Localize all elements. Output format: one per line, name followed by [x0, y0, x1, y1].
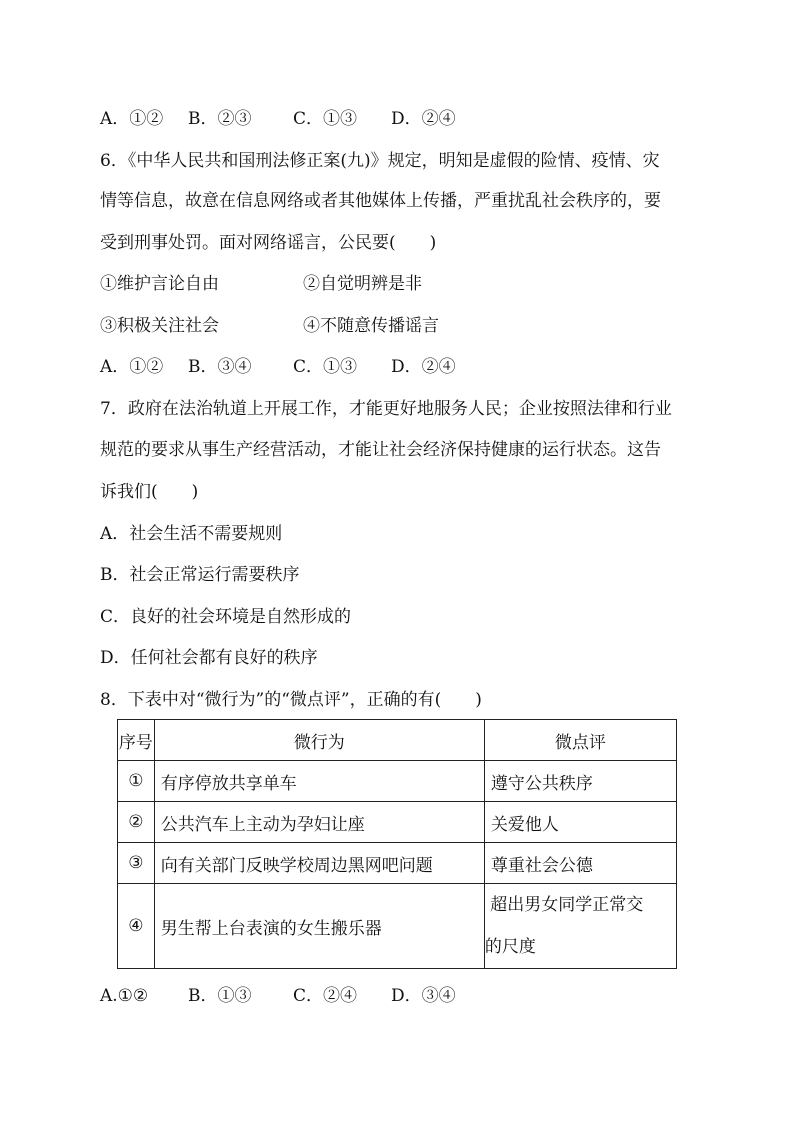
- q6-statement-3: ③积极关注社会: [100, 316, 219, 336]
- q6-option-a[interactable]: A．①②: [100, 357, 164, 377]
- q7-option-a[interactable]: A．社会生活不需要规则: [100, 524, 283, 544]
- table-row: [118, 802, 677, 843]
- row-number: ③: [118, 843, 155, 884]
- row-number: ①: [118, 761, 155, 802]
- q7-stem-line-1: 7．政府在法治轨道上开展工作，才能更好地服务人民；企业按照法律和行业: [100, 399, 672, 419]
- q6-option-b[interactable]: B．③④: [188, 357, 252, 377]
- q6-option-c[interactable]: C．①③: [293, 357, 358, 377]
- row-number: ②: [118, 802, 155, 843]
- q7-option-b[interactable]: B．社会正常运行需要秩序: [100, 565, 300, 585]
- q8-option-b[interactable]: B．①③: [188, 986, 252, 1006]
- q6-stem-line-1: 6．《中华人民共和国刑法修正案(九)》规定，明知是虚假的险情、疫情、灾: [100, 151, 660, 171]
- q6-statement-4: ④不随意传播谣言: [303, 316, 439, 336]
- table-row: [118, 761, 677, 802]
- q5-option-d[interactable]: D．②④: [391, 109, 456, 129]
- q8-options: [100, 985, 456, 1007]
- q6-option-d[interactable]: D．②④: [391, 357, 456, 377]
- q8-option-c[interactable]: C．②④: [293, 986, 358, 1006]
- q6-statement-1: ①维护言论自由: [100, 274, 219, 294]
- q7-stem-line-3: 诉我们( ): [100, 482, 199, 502]
- q8-stem: 8．下表中对“微行为”的“微点评”，正确的有( ): [100, 690, 482, 710]
- q5-option-c[interactable]: C．①③: [293, 109, 358, 129]
- q8-option-a[interactable]: A.①②: [100, 986, 149, 1006]
- row-behavior: 向有关部门反映学校周边黑网吧问题: [154, 843, 484, 884]
- q5-option-a[interactable]: A．①②: [100, 109, 164, 129]
- q6-options: [100, 356, 456, 378]
- q8-option-d[interactable]: D．③④: [391, 986, 456, 1006]
- row-behavior: 有序停放共享单车: [154, 761, 484, 802]
- table-row: [118, 884, 677, 969]
- table-row: [118, 843, 677, 884]
- q6-statements-row-1: [100, 273, 422, 295]
- row-behavior: 公共汽车上主动为孕妇让座: [154, 802, 484, 843]
- q6-stem-line-3: 受到刑事处罚。面对网络谣言，公民要( ): [100, 233, 437, 253]
- q5-options: [100, 108, 456, 130]
- row-comment: [484, 884, 676, 969]
- row-behavior: 男生帮上台表演的女生搬乐器: [154, 884, 484, 969]
- q6-statements-row-2: [100, 315, 439, 337]
- q6-stem-line-2: 情等信息，故意在信息网络或者其他媒体上传播，严重扰乱社会秩序的，要: [100, 191, 661, 211]
- q5-option-b[interactable]: B．②③: [188, 109, 252, 129]
- header-behavior: 微行为: [154, 720, 484, 761]
- header-number: 序号: [118, 720, 155, 761]
- q7-stem-line-2: 规范的要求从事生产经营活动，才能让社会经济保持健康的运行状态。这告: [100, 440, 661, 460]
- q7-option-c[interactable]: C．良好的社会环境是自然形成的: [100, 607, 352, 627]
- header-comment: 微点评: [484, 720, 676, 761]
- row-comment: 尊重社会公德: [484, 843, 676, 884]
- q7-option-d[interactable]: D．任何社会都有良好的秩序: [100, 648, 318, 668]
- q6-statement-2: ②自觉明辨是非: [303, 274, 422, 294]
- q8-table: [117, 719, 677, 969]
- row-comment: 遵守公共秩序: [484, 761, 676, 802]
- row-comment: 关爱他人: [484, 802, 676, 843]
- table-header-row: [118, 720, 677, 761]
- row-comment-line-2: 的尺度: [484, 937, 536, 957]
- row-number: ④: [118, 884, 155, 969]
- row-comment-line-1: 超出男女同学正常交: [484, 895, 644, 915]
